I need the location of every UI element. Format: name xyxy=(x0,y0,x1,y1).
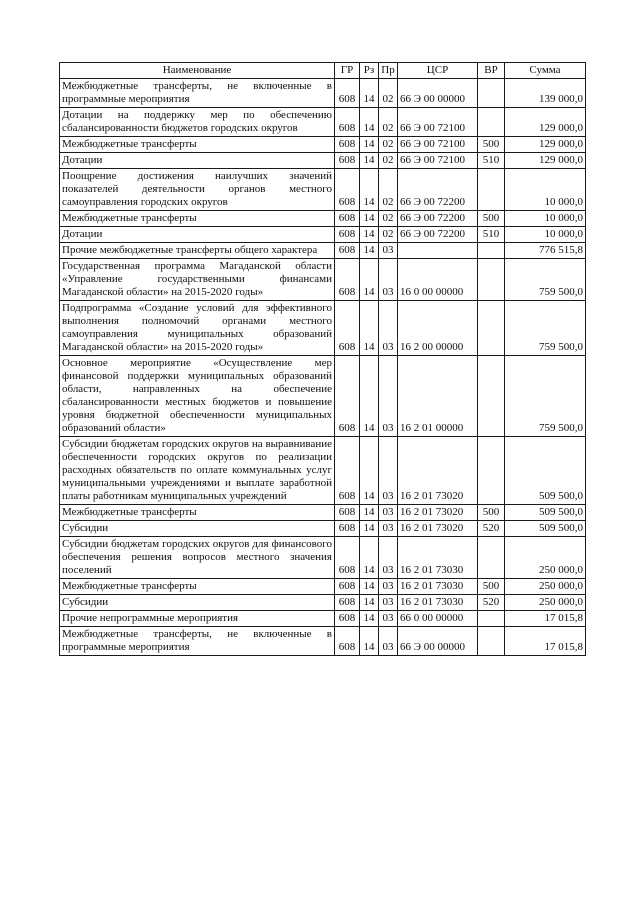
row-name: Межбюджетные трансферты xyxy=(60,505,335,521)
table-row xyxy=(60,537,586,579)
row-csr: 66 Э 00 72200 xyxy=(398,169,478,211)
row-rz: 14 xyxy=(360,137,379,153)
row-vr xyxy=(478,627,505,656)
row-pr: 03 xyxy=(379,259,398,301)
row-vr xyxy=(478,108,505,137)
row-name: Субсидии бюджетам городских округов для финансового обеспечения решения вопросов местного значения поселений xyxy=(60,537,335,579)
row-rz: 14 xyxy=(360,356,379,437)
row-vr xyxy=(478,243,505,259)
row-sum: 759 500,0 xyxy=(505,301,586,356)
row-sum: 139 000,0 xyxy=(505,79,586,108)
row-csr xyxy=(398,243,478,259)
table-row xyxy=(60,301,586,356)
budget-table xyxy=(59,62,586,656)
table-row xyxy=(60,259,586,301)
row-gr: 608 xyxy=(335,108,360,137)
row-gr: 608 xyxy=(335,611,360,627)
row-csr: 66 Э 00 72100 xyxy=(398,153,478,169)
row-rz: 14 xyxy=(360,537,379,579)
table-row xyxy=(60,108,586,137)
row-pr: 03 xyxy=(379,356,398,437)
row-gr: 608 xyxy=(335,301,360,356)
row-rz: 14 xyxy=(360,437,379,505)
row-name: Межбюджетные трансферты, не включенные в программные мероприятия xyxy=(60,627,335,656)
row-vr: 510 xyxy=(478,227,505,243)
row-vr xyxy=(478,301,505,356)
row-sum: 509 500,0 xyxy=(505,437,586,505)
row-csr: 16 2 01 73030 xyxy=(398,595,478,611)
row-sum: 10 000,0 xyxy=(505,227,586,243)
row-pr: 03 xyxy=(379,627,398,656)
row-name: Государственная программа Магаданской области «Управление государственными финансами Магаданской области» на 2015-2020 годы» xyxy=(60,259,335,301)
row-vr: 510 xyxy=(478,153,505,169)
row-csr: 66 Э 00 72200 xyxy=(398,227,478,243)
row-pr: 03 xyxy=(379,579,398,595)
row-csr: 66 0 00 00000 xyxy=(398,611,478,627)
row-rz: 14 xyxy=(360,627,379,656)
row-pr: 03 xyxy=(379,595,398,611)
row-name: Прочие непрограммные мероприятия xyxy=(60,611,335,627)
header-rz: Рз xyxy=(360,63,379,79)
row-sum: 17 015,8 xyxy=(505,611,586,627)
row-sum: 250 000,0 xyxy=(505,537,586,579)
table-row xyxy=(60,137,586,153)
row-csr: 16 2 01 00000 xyxy=(398,356,478,437)
table-row xyxy=(60,227,586,243)
row-gr: 608 xyxy=(335,259,360,301)
header-pr: Пр xyxy=(379,63,398,79)
table-row xyxy=(60,79,586,108)
row-csr: 66 Э 00 00000 xyxy=(398,627,478,656)
row-name: Межбюджетные трансферты xyxy=(60,137,335,153)
row-gr: 608 xyxy=(335,227,360,243)
row-pr: 03 xyxy=(379,537,398,579)
row-gr: 608 xyxy=(335,169,360,211)
row-sum: 250 000,0 xyxy=(505,579,586,595)
row-name: Субсидии xyxy=(60,595,335,611)
row-gr: 608 xyxy=(335,79,360,108)
row-sum: 129 000,0 xyxy=(505,108,586,137)
table-row xyxy=(60,611,586,627)
row-sum: 17 015,8 xyxy=(505,627,586,656)
row-vr xyxy=(478,437,505,505)
row-vr: 500 xyxy=(478,137,505,153)
row-name: Дотации xyxy=(60,153,335,169)
row-vr: 500 xyxy=(478,579,505,595)
row-csr: 16 2 01 73020 xyxy=(398,437,478,505)
row-gr: 608 xyxy=(335,437,360,505)
row-rz: 14 xyxy=(360,227,379,243)
header-sum: Сумма xyxy=(505,63,586,79)
row-name: Субсидии xyxy=(60,521,335,537)
row-sum: 509 500,0 xyxy=(505,521,586,537)
row-name: Подпрограмма «Создание условий для эффективного выполнения полномочий органами местного самоуправления муниципальных образований Магаданской области» на 2015-2020 годы» xyxy=(60,301,335,356)
row-gr: 608 xyxy=(335,579,360,595)
table-row xyxy=(60,579,586,595)
row-name: Прочие межбюджетные трансферты общего характера xyxy=(60,243,335,259)
header-csr: ЦСР xyxy=(398,63,478,79)
row-pr: 02 xyxy=(379,169,398,211)
table-row xyxy=(60,595,586,611)
row-vr xyxy=(478,611,505,627)
row-pr: 03 xyxy=(379,437,398,505)
row-gr: 608 xyxy=(335,521,360,537)
row-name: Межбюджетные трансферты, не включенные в программные мероприятия xyxy=(60,79,335,108)
row-gr: 608 xyxy=(335,153,360,169)
row-rz: 14 xyxy=(360,301,379,356)
row-pr: 02 xyxy=(379,211,398,227)
row-rz: 14 xyxy=(360,579,379,595)
header-row xyxy=(60,63,586,79)
row-gr: 608 xyxy=(335,505,360,521)
row-csr: 16 2 01 73020 xyxy=(398,521,478,537)
table-row xyxy=(60,356,586,437)
row-pr: 02 xyxy=(379,153,398,169)
row-sum: 250 000,0 xyxy=(505,595,586,611)
table-row xyxy=(60,211,586,227)
row-csr: 66 Э 00 72100 xyxy=(398,137,478,153)
table-row xyxy=(60,169,586,211)
row-name: Межбюджетные трансферты xyxy=(60,579,335,595)
row-sum: 759 500,0 xyxy=(505,259,586,301)
row-name: Субсидии бюджетам городских округов на выравнивание обеспеченности городских округов по реализации расходных обязательств по оплате коммунальных услуг муниципальными учреждениями и выплате заработной платы работникам муниципальных учреждений xyxy=(60,437,335,505)
row-rz: 14 xyxy=(360,595,379,611)
row-rz: 14 xyxy=(360,521,379,537)
row-csr: 66 Э 00 00000 xyxy=(398,79,478,108)
row-vr: 500 xyxy=(478,211,505,227)
table-header xyxy=(60,63,586,79)
row-rz: 14 xyxy=(360,79,379,108)
row-sum: 759 500,0 xyxy=(505,356,586,437)
header-gr: ГР xyxy=(335,63,360,79)
row-vr xyxy=(478,169,505,211)
row-csr: 16 2 01 73020 xyxy=(398,505,478,521)
row-gr: 608 xyxy=(335,627,360,656)
row-vr xyxy=(478,79,505,108)
row-rz: 14 xyxy=(360,243,379,259)
row-rz: 14 xyxy=(360,259,379,301)
row-vr xyxy=(478,259,505,301)
row-rz: 14 xyxy=(360,611,379,627)
table-row xyxy=(60,153,586,169)
row-csr: 66 Э 00 72100 xyxy=(398,108,478,137)
row-name: Межбюджетные трансферты xyxy=(60,211,335,227)
row-rz: 14 xyxy=(360,169,379,211)
row-csr: 16 2 01 73030 xyxy=(398,537,478,579)
row-gr: 608 xyxy=(335,356,360,437)
row-vr xyxy=(478,537,505,579)
row-sum: 10 000,0 xyxy=(505,211,586,227)
row-pr: 03 xyxy=(379,243,398,259)
row-sum: 776 515,8 xyxy=(505,243,586,259)
row-gr: 608 xyxy=(335,595,360,611)
row-pr: 02 xyxy=(379,79,398,108)
row-pr: 03 xyxy=(379,521,398,537)
row-csr: 16 0 00 00000 xyxy=(398,259,478,301)
row-vr: 500 xyxy=(478,505,505,521)
row-sum: 129 000,0 xyxy=(505,153,586,169)
row-rz: 14 xyxy=(360,505,379,521)
row-pr: 03 xyxy=(379,505,398,521)
row-gr: 608 xyxy=(335,243,360,259)
row-rz: 14 xyxy=(360,211,379,227)
table-row xyxy=(60,521,586,537)
header-name: Наименование xyxy=(60,63,335,79)
row-pr: 02 xyxy=(379,227,398,243)
row-csr: 16 2 00 00000 xyxy=(398,301,478,356)
header-vr: ВР xyxy=(478,63,505,79)
row-sum: 129 000,0 xyxy=(505,137,586,153)
row-csr: 66 Э 00 72200 xyxy=(398,211,478,227)
row-pr: 03 xyxy=(379,611,398,627)
row-csr: 16 2 01 73030 xyxy=(398,579,478,595)
table-row xyxy=(60,243,586,259)
row-gr: 608 xyxy=(335,211,360,227)
row-gr: 608 xyxy=(335,137,360,153)
row-rz: 14 xyxy=(360,108,379,137)
row-pr: 02 xyxy=(379,137,398,153)
row-vr: 520 xyxy=(478,595,505,611)
row-sum: 10 000,0 xyxy=(505,169,586,211)
table-row xyxy=(60,505,586,521)
table-row xyxy=(60,437,586,505)
row-name: Дотации на поддержку мер по обеспечению сбалансированности бюджетов городских округов xyxy=(60,108,335,137)
table-body xyxy=(60,79,586,656)
row-pr: 02 xyxy=(379,108,398,137)
row-name: Дотации xyxy=(60,227,335,243)
row-rz: 14 xyxy=(360,153,379,169)
row-sum: 509 500,0 xyxy=(505,505,586,521)
row-pr: 03 xyxy=(379,301,398,356)
row-gr: 608 xyxy=(335,537,360,579)
table-row xyxy=(60,627,586,656)
row-vr xyxy=(478,356,505,437)
row-vr: 520 xyxy=(478,521,505,537)
document-page xyxy=(59,62,585,656)
row-name: Основное мероприятие «Осуществление мер финансовой поддержки муниципальных образований области, направленных на обеспечение сбалансированности местных бюджетов и повышение уровня бюджетной обеспеченности муниципальных образований области» xyxy=(60,356,335,437)
row-name: Поощрение достижения наилучших значений показателей деятельности органов местного самоуправления городских округов xyxy=(60,169,335,211)
